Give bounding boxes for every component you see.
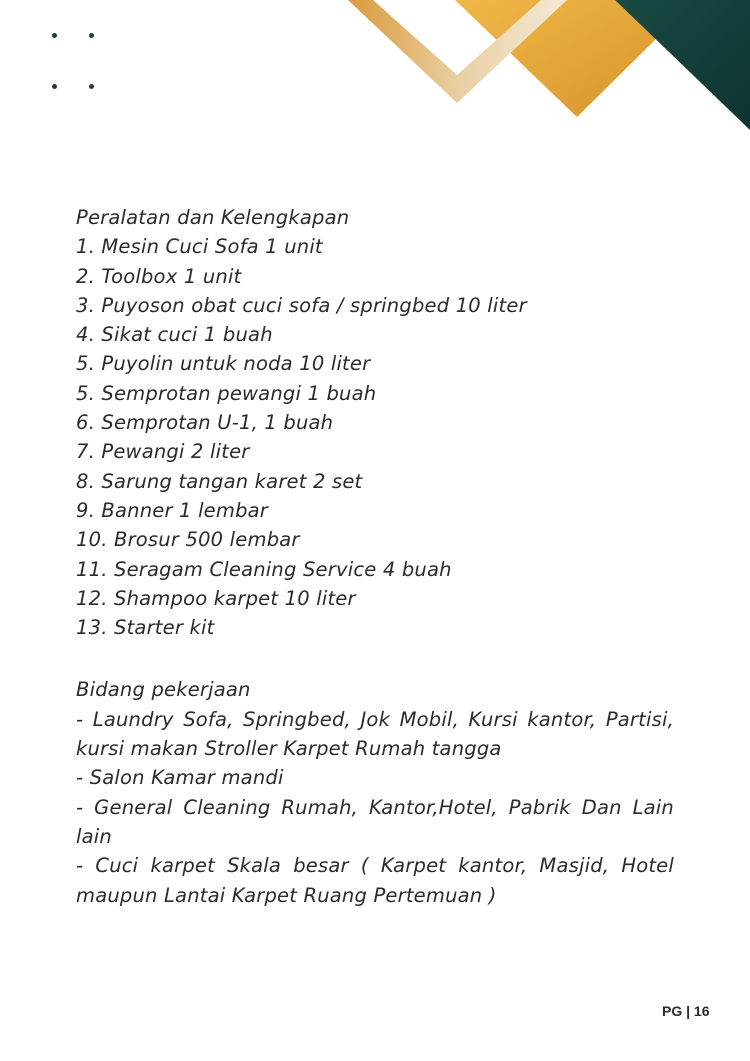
equipment-heading: Peralatan dan Kelengkapan (76, 206, 350, 229)
equipment-item: 7. Pewangi 2 liter (76, 440, 250, 464)
equipment-item: 1. Mesin Cuci Sofa 1 unit (76, 235, 323, 259)
work-heading: Bidang pekerjaan (76, 678, 251, 702)
work-item: - General Cleaning Rumah, Kantor,Hotel, Pabrik Dan Lain lain (76, 795, 674, 848)
equipment-item: 2. Toolbox 1 unit (76, 264, 242, 288)
header-decoration (0, 0, 750, 140)
teal-triangle-shape (615, 0, 750, 130)
section-spacer (76, 642, 674, 675)
work-item: - Salon Kamar mandi (76, 766, 284, 790)
equipment-item: 3. Puyoson obat cuci sofa / springbed 10 liter (76, 293, 527, 317)
equipment-item: 8. Sarung tangan karet 2 set (76, 469, 363, 493)
decorative-dot (52, 33, 57, 38)
equipment-item: 13. Starter kit (76, 616, 215, 640)
work-item: - Cuci karpet Skala besar ( Karpet kantor, Masjid, Hotel maupun Lantai Karpet Ruang Pertemuan ) (76, 854, 674, 907)
equipment-item: 5. Puyolin untuk noda 10 liter (76, 352, 371, 376)
decorative-dot (89, 84, 94, 89)
equipment-item: 4. Sikat cuci 1 buah (76, 323, 273, 347)
equipment-item: 10. Brosur 500 lembar (76, 528, 300, 552)
equipment-item: 9. Banner 1 lembar (76, 498, 269, 522)
equipment-item: 5. Semprotan pewangi 1 buah (76, 381, 377, 405)
equipment-item: 12. Shampoo karpet 10 liter (76, 586, 356, 610)
decorative-dot (52, 84, 57, 89)
equipment-item: 6. Semprotan U-1, 1 buah (76, 411, 334, 435)
page-content (76, 203, 674, 910)
work-item: - Laundry Sofa, Springbed, Jok Mobil, Kursi kantor, Partisi, kursi makan Stroller Karpet Rumah tangga (76, 707, 674, 761)
page-number: PG | 16 (662, 1003, 710, 1019)
decorative-dot (89, 33, 94, 38)
equipment-item: 11. Seragam Cleaning Service 4 buah (76, 557, 452, 581)
